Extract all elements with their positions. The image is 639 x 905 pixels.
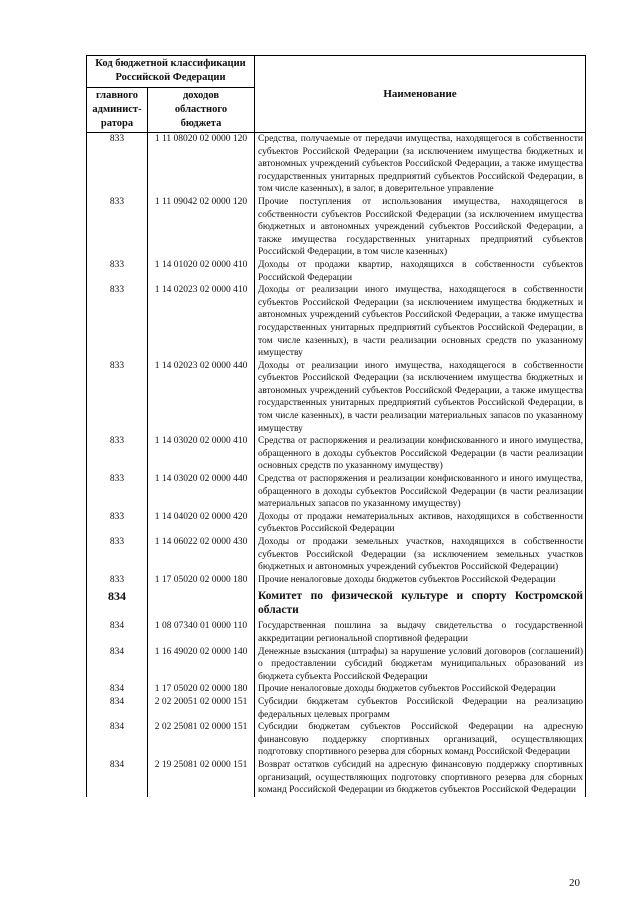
name-cell: Доходы от продажи квартир, находящихся в собственности субъектов Российской Федерации [258,259,583,283]
name-cell: Средства, получаемые от передачи имущества, находящегося в собственности субъектов Российской Федерации (за исключением имущества бюджетных и автономных учреждений субъектов Российской Федерации, а также имущества государственных унитарных предприятий субъектов Российской Федерации, в том числе казенных), в залог, в доверительное управление [258,134,583,195]
section-row [86,589,586,617]
name-cell: Средства от распоряжения и реализации конфискованного и иного имущества, обращенного в доходы субъектов Российской Федерации (в части реализации основных средств по указанному имуществу) [258,436,583,472]
admin-code-cell: 833 [87,511,148,536]
table-row [86,646,586,684]
page-number: 20 [569,877,580,889]
name-cell: Денежные взыскания (штрафы) за нарушение условий договоров (соглашений) о предоставлении субсидий бюджетам муниципальных образований из бюджета субъекта Российской Федерации [258,646,583,682]
name-cell: Государственная пошлина за выдачу свидетельства о государственной аккредитации региональной спортивной федерации [258,621,583,644]
table-row [86,696,586,721]
code-title: Код бюджетной классификации Российской Федерации [87,56,254,88]
name-cell: Субсидии бюджетам субъектов Российской Федерации на адресную финансовую поддержку спортивных организаций, осуществляющих подготовку спортивного резерва для сборных команд Российской Федерации [258,722,583,758]
budget-code-table [86,55,586,797]
table-row [86,435,586,473]
revenue-code-cell: 2 19 25081 02 0000 151 [148,759,255,797]
table-row [86,620,586,645]
table-body [86,133,586,797]
admin-code-cell: 833 [87,133,148,196]
revenue-code-cell: 1 14 02023 02 0000 410 [148,284,255,360]
revenue-code-cell: 1 11 08020 02 0000 120 [148,133,255,196]
revenue-code-cell: 1 17 05020 02 0000 180 [148,683,255,696]
table-row [86,574,586,587]
revenue-code-cell: 1 11 09042 02 0000 120 [148,196,255,259]
revenue-code-cell: 1 14 04020 02 0000 420 [148,511,255,536]
name-cell: Прочие неналоговые доходы бюджетов субъектов Российской Федерации [258,684,556,695]
revenue-code-cell: 1 14 01020 02 0000 410 [148,259,255,284]
name-cell: Доходы от реализации иного имущества, находящегося в собственности субъектов Российской Федерации (за исключением имущества бюджетных и автономных учреждений субъектов Российской Федерации, а также имущества государственных унитарных предприятий субъектов Российской Федерации, в том числе казенных), в части реализации материальных запасов по указанному имуществу [258,360,583,434]
admin-code-cell: 833 [87,284,148,360]
name-cell: Доходы от продажи земельных участков, находящихся в собственности субъектов Российской Федерации (за исключением земельных участков бюджетных и автономных учреждений субъектов Российской Федерации) [258,537,583,573]
revenue-code-cell [148,589,255,617]
admin-code-cell: 834 [87,589,148,617]
admin-code-cell: 833 [87,259,148,284]
revenue-code-cell: 1 08 07340 01 0000 110 [148,620,255,645]
name-cell: Доходы от продажи нематериальных активов, находящихся в собственности субъектов Российской Федерации [258,511,583,535]
admin-code-cell: 833 [87,536,148,574]
admin-code-cell: 834 [87,721,148,759]
name-cell: Субсидии бюджетам субъектов Российской Федерации на реализацию федеральных целевых программ [258,696,583,720]
table-row [86,536,586,574]
table-row [86,759,586,797]
revenue-code-cell: 1 17 05020 02 0000 180 [148,574,255,587]
table-row [86,683,586,696]
section-title-cell: Комитет по физической культуре и спорту Костромской области [258,590,583,617]
admin-code-cell: 833 [87,360,148,436]
table-header [86,56,586,133]
table-row [86,721,586,759]
revenue-code-cell: 1 14 06022 02 0000 430 [148,536,255,574]
admin-code-cell: 833 [87,435,148,473]
admin-column-header: главного админист- ратора [87,88,148,132]
table-row [86,284,586,360]
revenue-column-header: доходов областного бюджета [174,90,228,129]
admin-code-cell: 833 [87,473,148,511]
table-row [86,360,586,436]
admin-code-cell: 833 [87,196,148,259]
table-row [86,133,586,196]
admin-code-cell: 834 [87,646,148,684]
name-cell: Доходы от реализации иного имущества, находящегося в собственности субъектов Российской Федерации (за исключением имущества бюджетных и автономных учреждений субъектов Российской Федерации, а также имущества государственных унитарных предприятий субъектов Российской Федерации, в том числе казенных), в части реализации основных средств по указанному имуществу [258,285,583,359]
revenue-code-cell: 1 16 49020 02 0000 140 [148,646,255,684]
revenue-code-cell: 1 14 02023 02 0000 440 [148,360,255,436]
revenue-code-cell: 1 14 03020 02 0000 410 [148,435,255,473]
table-row [86,196,586,259]
name-cell: Прочие поступления от использования имущества, находящегося в собственности субъектов Российской Федерации (за исключением имущества бюджетных и автономных учреждений субъектов Российской Федерации, а также имущества государственных унитарных предприятий субъектов Российской Федерации, в том числе казенных) [258,196,583,258]
name-cell: Возврат остатков субсидий на адресную финансовую поддержку спортивных организаций, осуществляющих подготовку спортивного резерва для сборных команд Российской Федерации из бюджетов субъектов Российской Федерации [258,759,583,796]
name-cell: Средства от распоряжения и реализации конфискованного и иного имущества, обращенного в доходы субъектов Российской Федерации (в части реализации материальных запасов по указанному имуществу) [258,474,583,510]
table-row [86,473,586,511]
admin-code-cell: 834 [87,683,148,696]
table-row [86,259,586,284]
revenue-code-cell: 2 02 25081 02 0000 151 [148,721,255,759]
admin-code-cell: 834 [87,759,148,797]
table-row [86,511,586,536]
name-cell: Прочие неналоговые доходы бюджетов субъектов Российской Федерации [258,574,556,585]
revenue-code-cell: 2 02 20051 02 0000 151 [148,696,255,721]
admin-code-cell: 833 [87,574,148,587]
revenue-code-cell: 1 14 03020 02 0000 440 [148,473,255,511]
admin-code-cell: 834 [87,620,148,645]
code-column-header [87,56,255,132]
name-column-header: Наименование [383,88,457,100]
admin-code-cell: 834 [87,696,148,721]
